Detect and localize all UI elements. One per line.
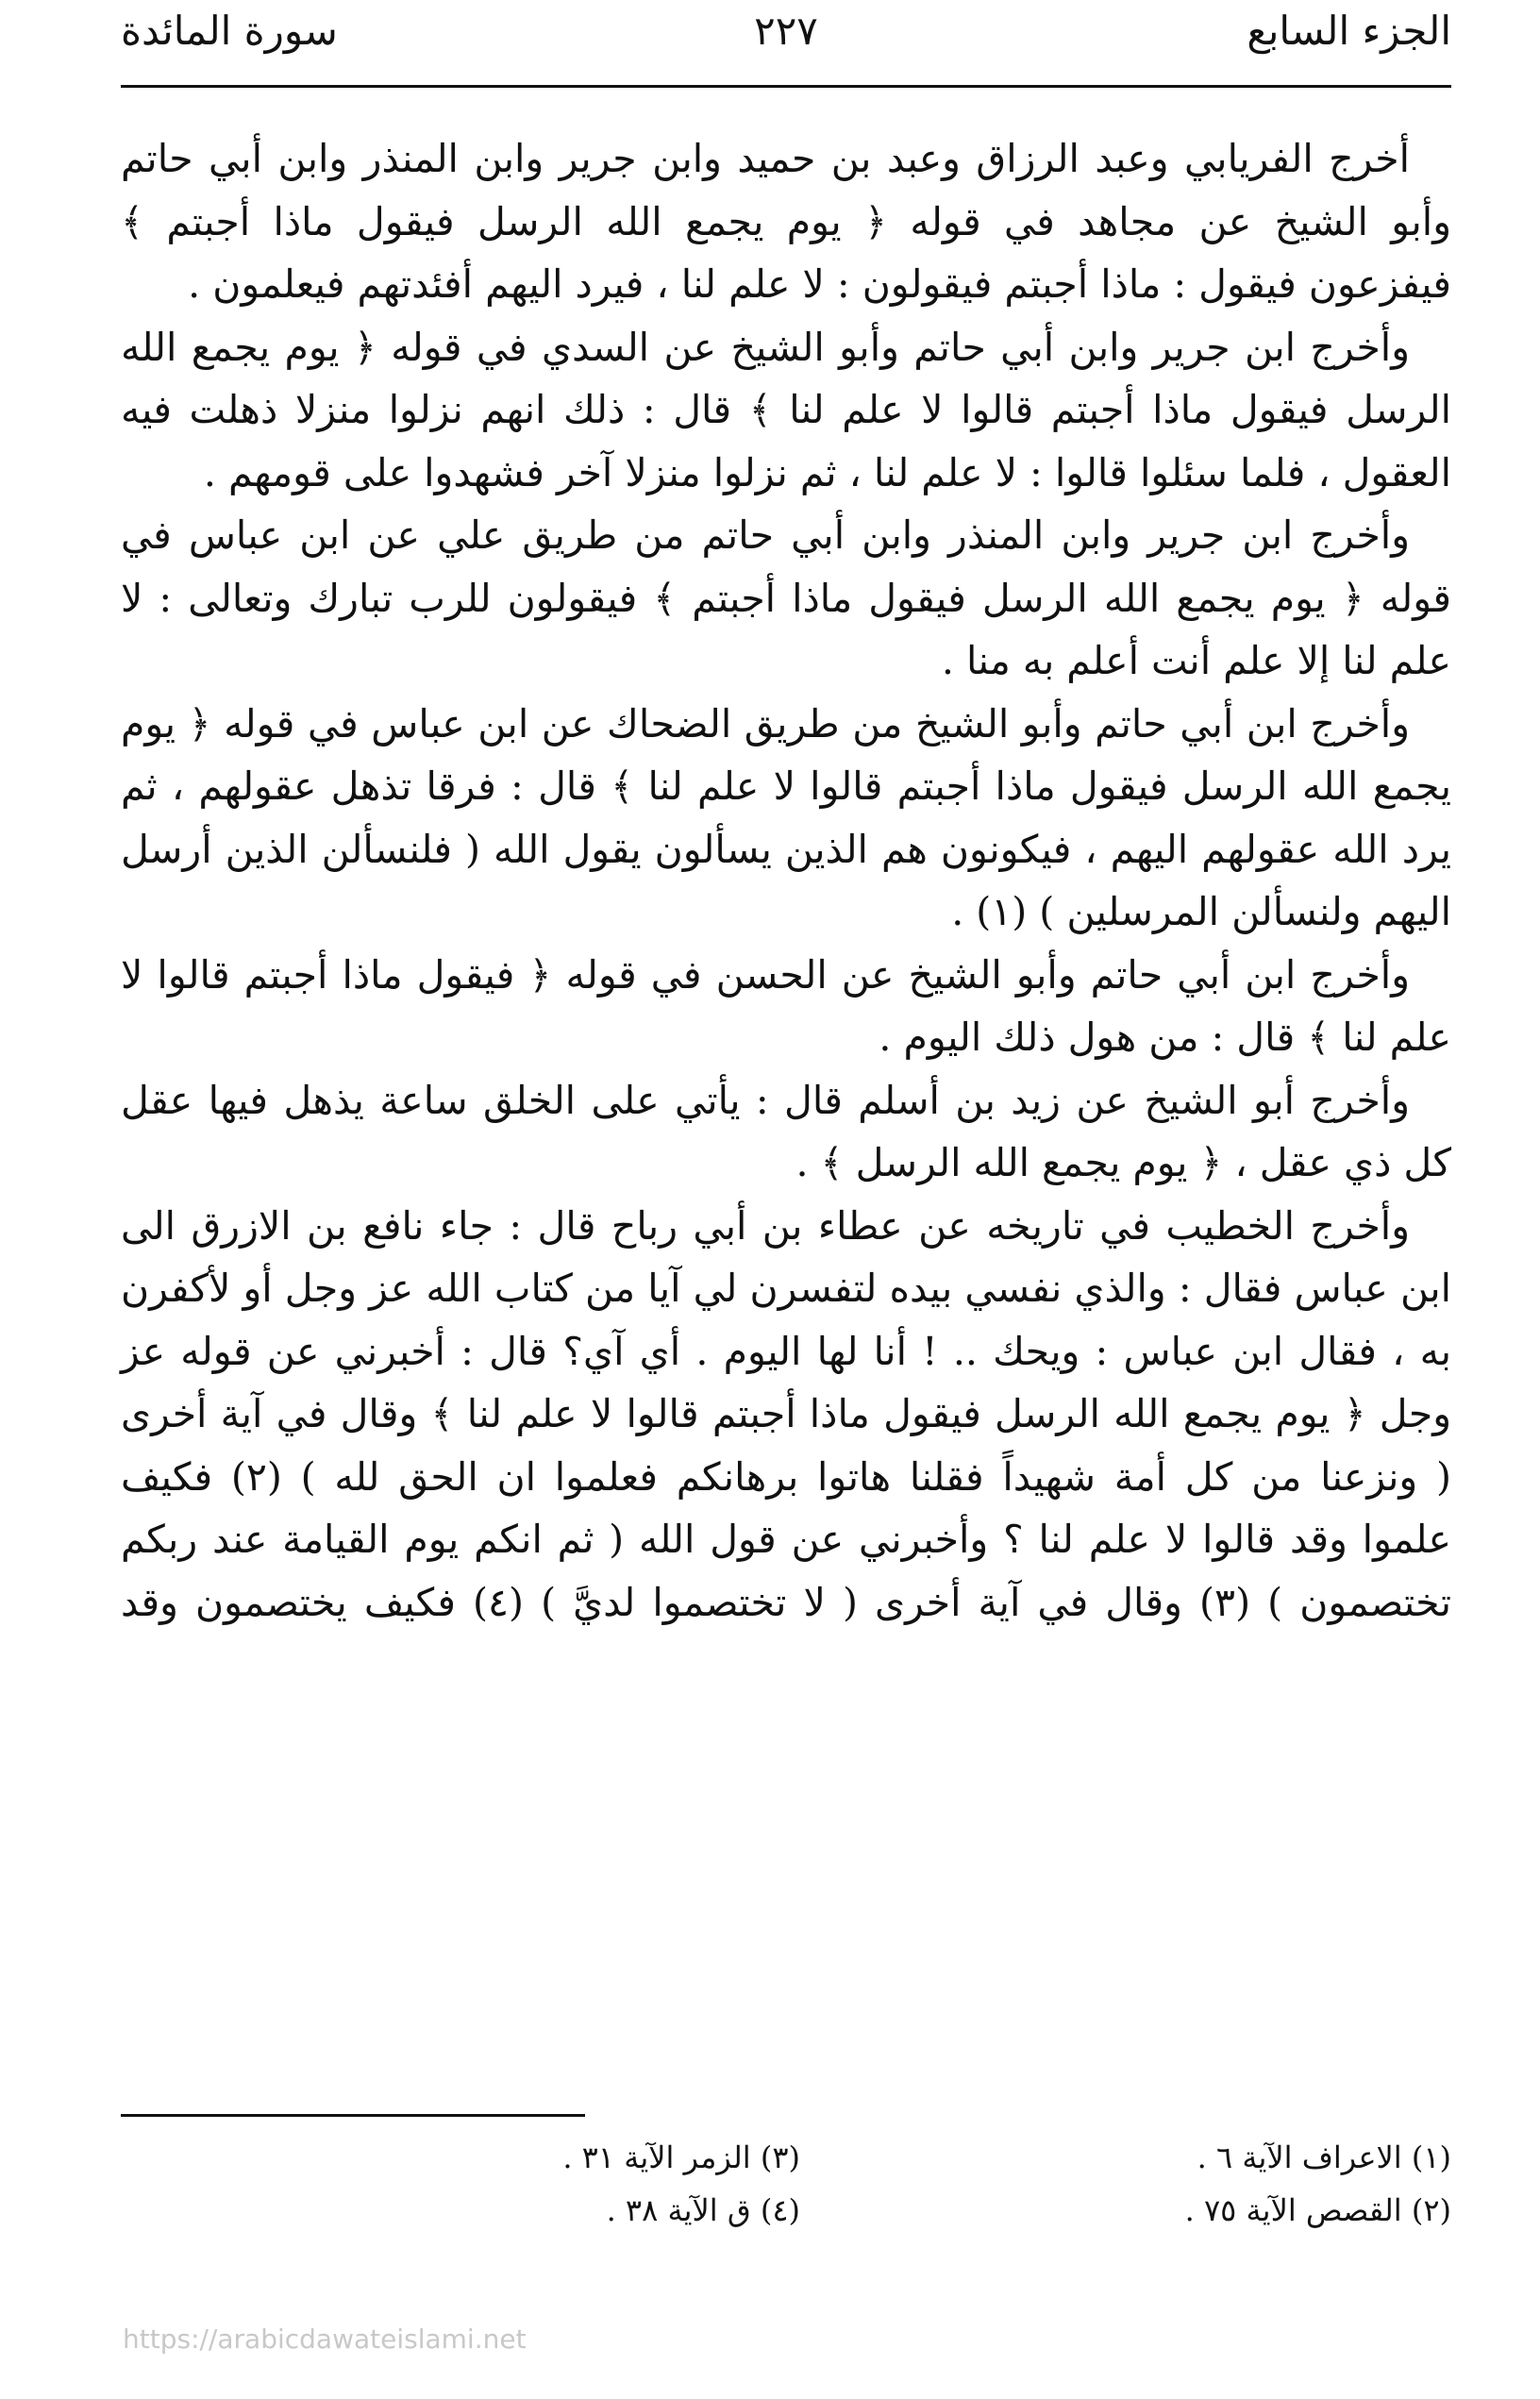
paragraph: وأخرج أبو الشيخ عن زيد بن أسلم قال : يأتي على الخلق ساعة يذهل فيها عقل كل ذي عقل ، ﴿ يوم يجمع الله الرسل ﴾ . <box>121 1077 1451 1185</box>
watermark-url: https://arabicdawateislami.net <box>123 2324 527 2355</box>
surah-title: سورة المائدة <box>121 8 338 54</box>
paragraph: وأخرج الخطيب في تاريخه عن عطاء بن أبي رباح قال : جاء نافع بن الازرق الى ابن عباس فقال : والذي نفسي بيده لتفسرن لي آيا من كتاب الله عز وجل أو لأكفرن به ، فقال ابن عباس : ويحك .. ! أنا لها اليوم . أي آي؟ قال : أخبرني عن قوله عز وجل ﴿ يوم يجمع الله الرسل فيقول ماذا أجبتم قالوا لا علم لنا ﴾ وقال في آية أخرى ( ونزعنا من كل أمة شهيداً فقلنا هاتوا برهانكم فعلموا ان الحق لله ) (٢) فكيف علموا وقد قالوا لا علم لنا ؟ وأخبرني عن قول الله ( ثم انكم يوم القيامة عند ربكم تختصمون ) (٣) وقال في آية أخرى ( لا تختصموا لديَّ ) (٤) فكيف يختصمون وقد <box>121 1202 1452 1625</box>
page-number: ٢٢٧ <box>754 8 818 54</box>
paragraph: وأخرج ابن جرير وابن أبي حاتم وأبو الشيخ عن السدي في قوله ﴿ يوم يجمع الله الرسل فيقول ماذا أجبتم قالوا لا علم لنا ﴾ قال : ذلك انهم نزلوا منزلا ذهلت فيه العقول ، فلما سئلوا قالوا : لا علم لنا ، ثم نزلوا منزلا آخر فشهدوا على قومهم . <box>121 324 1451 495</box>
footnote-rule <box>121 2114 585 2117</box>
paragraph: وأخرج ابن أبي حاتم وأبو الشيخ من طريق الضحاك عن ابن عباس في قوله ﴿ يوم يجمع الله الرسل فيقول ماذا أجبتم قالوا لا علم لنا ﴾ قال : فرقا تذهل عقولهم ، ثم يرد الله عقولهم اليهم ، فيكونون هم الذين يسألون يقول الله ( فلنسألن الذين أرسل اليهم ولنسألن المرسلين ) (١) . <box>121 700 1451 934</box>
footnote: (٣) الزمر الآية ٣١ . <box>562 2139 800 2175</box>
footnote: (٤) ق الآية ٣٨ . <box>606 2192 800 2228</box>
main-text <box>121 127 1451 1634</box>
footnote: (١) الاعراف الآية ٦ . <box>1197 2139 1451 2175</box>
footnote-column-right <box>885 2131 1451 2237</box>
paragraph: أخرج الفريابي وعبد الرزاق وعبد بن حميد وابن جرير وابن المنذر وابن أبي حاتم وأبو الشيخ عن مجاهد في قوله ﴿ يوم يجمع الله الرسل فيقول ماذا أجبتم ﴾ فيفزعون فيقول : ماذا أجبتم فيقولون : لا علم لنا ، فيرد اليهم أفئدتهم فيعلمون . <box>121 136 1451 307</box>
juz-label: الجزء السابع <box>1247 8 1451 54</box>
page-header <box>121 8 1451 83</box>
paragraph: وأخرج ابن أبي حاتم وأبو الشيخ عن الحسن في قوله ﴿ فيقول ماذا أجبتم قالوا لا علم لنا ﴾ قال : من هول ذلك اليوم . <box>121 951 1451 1060</box>
paragraph: وأخرج ابن جرير وابن المنذر وابن أبي حاتم من طريق علي عن ابن عباس في قوله ﴿ يوم يجمع الله الرسل فيقول ماذا أجبتم ﴾ فيقولون للرب تبارك وتعالى : لا علم لنا إلا علم أنت أعلم به منا . <box>121 512 1451 683</box>
header-rule <box>121 85 1451 88</box>
footnote-column-left <box>272 2131 800 2237</box>
footnote: (٢) القصص الآية ٧٥ . <box>1184 2192 1451 2228</box>
